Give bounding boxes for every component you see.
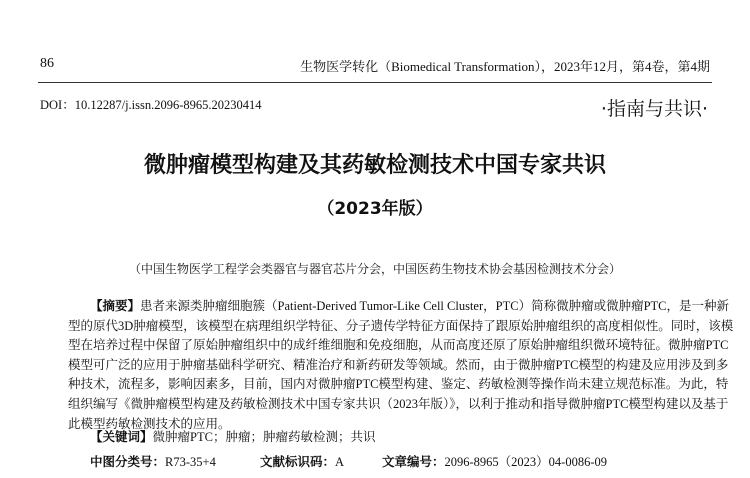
abstract-label: 【摘要】	[90, 298, 141, 313]
article-edition: （2023年版）	[317, 199, 433, 219]
clc-label: 中图分类号：	[90, 454, 166, 469]
keywords-label: 【关键词】	[90, 429, 153, 444]
doi[interactable]: DOI：10.12287/j.issn.2096-8965.20230414	[40, 98, 262, 112]
keywords	[90, 427, 375, 445]
journal-header: 生物医学转化（Biomedical Transformation），2023年12月，第4卷，第4期	[300, 59, 710, 74]
affiliation: （中国生物医学工程学会类器官与器官芯片分会，中国医药生物技术协会基因检测技术分会）	[128, 262, 621, 276]
column-label: ·指南与共识·	[600, 98, 708, 120]
abstract-line: 型的原代3D肿瘤模型，该模型在病理组织学特征、分子遗传学特征方面保持了跟原始肿瘤组织的高度相似性。同时，该模	[68, 318, 734, 333]
page-number: 86	[40, 56, 54, 71]
classification-info	[90, 452, 607, 470]
doc-code-label: 文献标识码：	[260, 454, 336, 469]
abstract-line: 模型可广泛的应用于肿瘤基础科学研究、精准治疗和新药研发等领域。然而，由于微肿瘤PTC模型的构建及应用涉及到多	[68, 357, 729, 372]
article-title: 微肿瘤模型构建及其药敏检测技术中国专家共识	[143, 153, 606, 178]
abstract-line: 组织编写《微肿瘤模型构建及药敏检测技术中国专家共识（2023年版）》，以利于推动和指导微肿瘤PTC模型构建以及基于	[68, 396, 729, 411]
abstract-line: 型在培养过程中保留了原始肿瘤组织中的成纤维细胞和免疫细胞，从而高度还原了原始肿瘤组织微环境特征。微肿瘤PTC	[68, 338, 729, 353]
doc-code-value: A	[335, 455, 345, 469]
abstract-line: 【摘要】患者来源类肿瘤细胞簇（Patient-Derived Tumor-Like Cell Cluster，PTC）简称微肿瘤或微肿瘤PTC，是一种新	[90, 298, 729, 313]
article-no-label: 文章编号：	[382, 454, 445, 469]
keywords-value: 微肿瘤PTC；肿瘤；肿瘤药敏检测；共识	[152, 430, 376, 444]
abstract	[68, 296, 734, 434]
header-rule	[38, 82, 712, 83]
article-no-value: 2096-8965（2023）04-0086-09	[444, 455, 608, 469]
clc-value: R73-35+4	[165, 455, 216, 469]
abstract-line: 此模型药敏检测技术的应用。	[68, 416, 231, 431]
abstract-line: 种技术，流程多，影响因素多，目前，国内对微肿瘤PTC模型构建、鉴定、药敏检测等操作尚未建立规范标准。为此，特	[68, 377, 729, 392]
